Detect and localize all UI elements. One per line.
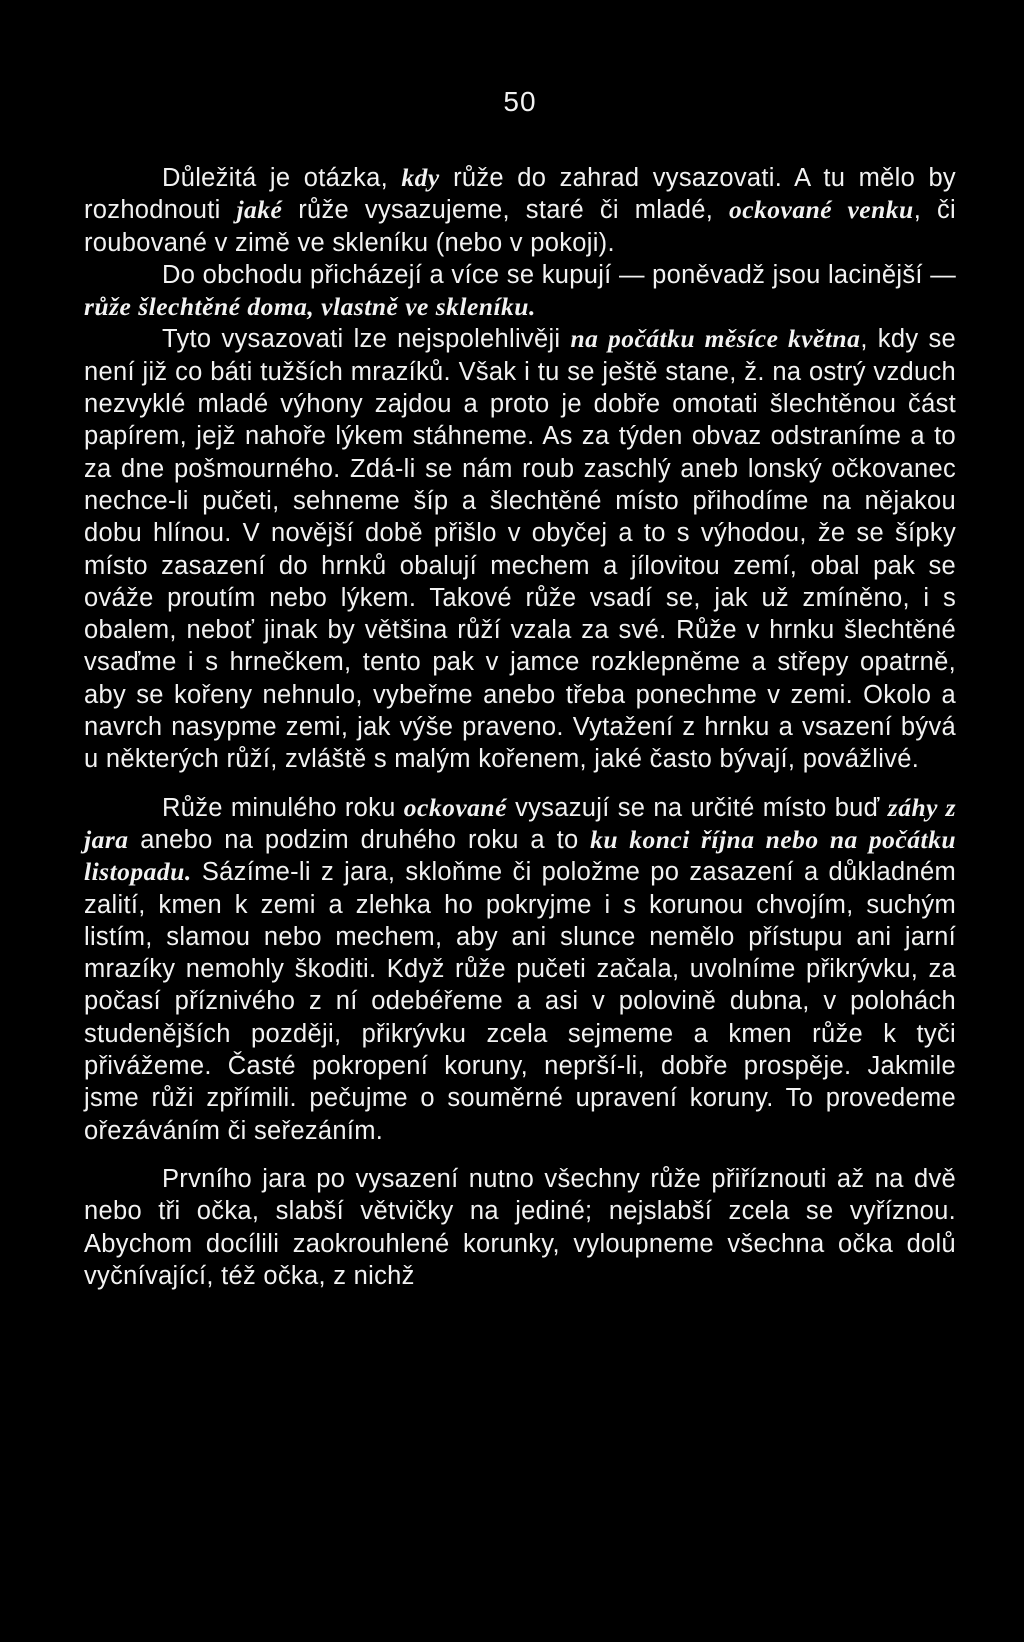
- emphasized-text: růže šlechtěné doma, vlastně ve skleníku.: [84, 292, 536, 322]
- emphasized-text: kdy: [401, 163, 440, 192]
- text-run: Sázíme-li z jara, skloňme či položme po zasazení a důkladném zalití, kmen k zemi a zlehka ho pokryjme i s korunou chvojím, suchým listím, slamou nebo mechem, aby ani slunce nemělo přístupu ani jarní mrazíky nemohly škoditi. Když růže pučeti začala, uvolníme přikrývku, za počasí příznivého z ní odebéřeme a asi v polovině dubna, v polohách studenějších později, přikrývku zcela sejmeme a kmen růže k tyči přivážeme. Časté pokropení koruny, neprší-li, dobře prospěje. Jakmile jsme růži zpřímili. pečujme o souměrné upravení koruny. To provedeme ořezáváním či seřezáním.: [84, 858, 956, 1145]
- paragraph: [84, 162, 956, 259]
- emphasized-text: jaké: [236, 195, 283, 225]
- page-number: 50: [503, 86, 537, 117]
- text-run: růže vysazujeme, staré či mladé,: [282, 196, 729, 225]
- emphasized-text: záhy z jara: [84, 792, 956, 854]
- text-run: Do obchodu přicházejí a více se kupují — poněvadž jsou lacinější —: [162, 260, 956, 289]
- text-run: Tyto vysazovati lze nejspolehlivěji: [162, 325, 571, 354]
- text-run: , či roubované v zimě ve skleníku (nebo v pokoji).: [84, 196, 956, 257]
- paragraph: [84, 259, 956, 324]
- text-run: růže do zahrad vysazovati. A tu mělo by rozhodnouti: [84, 164, 956, 225]
- emphasized-text: ockované venku: [728, 195, 914, 225]
- text-run: anebo na podzim druhého roku a to: [128, 825, 591, 854]
- text-run: vysazují se na určité místo buď: [506, 793, 888, 822]
- emphasized-text: na počátku měsíce května: [570, 324, 861, 354]
- text-run: Prvního jara po vysazení nutno všechny růže přiříznouti až na dvě nebo tři očka, slabší větvičky na jediné; nejslabší zcela se vyříznou. Abychom docílili zaokrouhlené korunky, vyloupneme všechna očka dolů vyčnívající, též očka, z nichž: [84, 1164, 956, 1290]
- text-run: Důležitá je otázka,: [162, 164, 402, 192]
- text-run: , kdy se není již co báti tužších mrazíků. Však i tu se ještě stane, ž. na ostrý vzduch nezvyklé mladé výhony zajdou a proto je dobře omotati šlechtěnou část papírem, jejž nahoře lýkem stáhneme. As za týden obvaz odstraníme a to za dne pošmourného. Zdá-li se nám roub zaschlý aneb lonský očkovanec nechce-li pučeti, sehneme šíp a šlechtěné místo přihodíme na nějakou dobu hlínou. V novější době přišlo v obyčej a to s výhodou, že se šípky místo zasazení do hrnků obalují mechem a jílovitou zemí, obal pak se ováže proutím nebo lýkem. Takové růže vsadí se, jak už zmíněno, i s obalem, neboť jinak by většina růží vzala za své. Růže v hrnku šlechtěné vsaďme i s hrnečkem, tento pak v jamce rozklepněme a střepy opatrně, aby se kořeny nehnulo, vybeřme anebo třeba ponechme v zemi. Okolo a navrch nasypme zemi, jak výše praveno. Vytažení z hrnku a vsazení bývá u některých růží, zvláště s malým kořenem, jaké často bývají, povážlivé.: [84, 325, 956, 774]
- text-run: Růže minulého roku: [162, 793, 404, 822]
- paragraph: [84, 1163, 956, 1292]
- body-text: [84, 162, 956, 1292]
- paragraph: [84, 792, 956, 1147]
- emphasized-text: ku konci října nebo na počátku listopadu.: [84, 824, 957, 887]
- emphasized-text: ockované: [403, 792, 507, 822]
- paragraph: [84, 323, 956, 775]
